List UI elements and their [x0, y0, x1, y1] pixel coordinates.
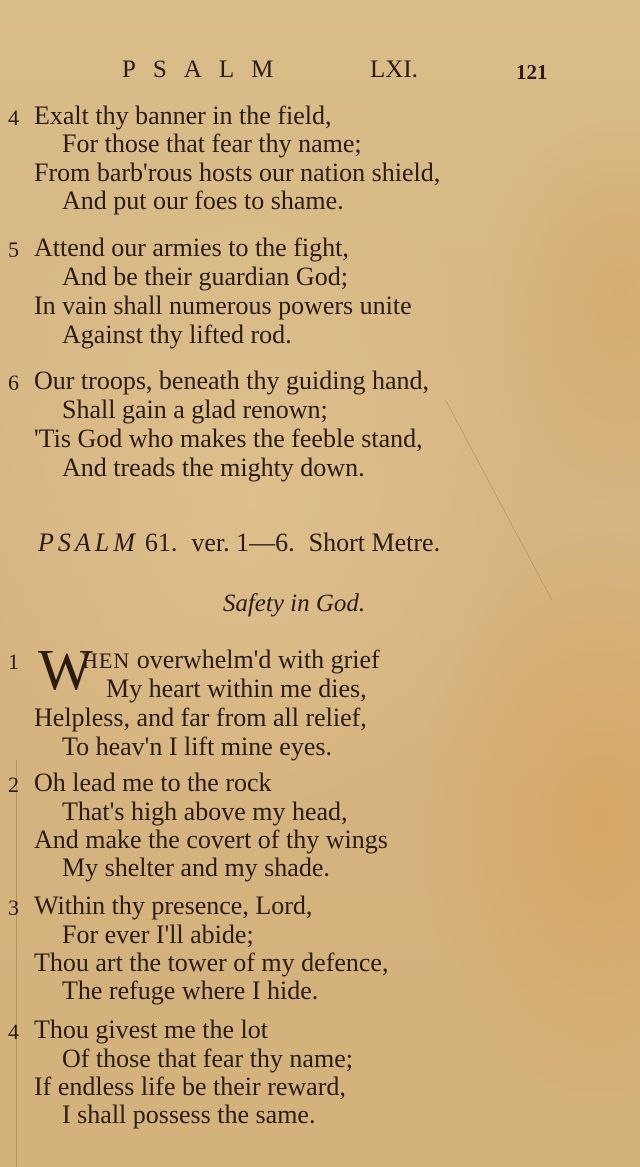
verse-line: [82, 645, 380, 676]
verse-line: Thou givest me the lot: [34, 1015, 268, 1044]
verse-number: 3: [8, 895, 19, 920]
verse-line: Of those that fear thy name;: [62, 1044, 353, 1073]
verse-line: My heart within me dies,: [106, 674, 367, 703]
verse-line: And make the covert of thy wings: [34, 825, 388, 854]
verse-line: My shelter and my shade.: [62, 853, 330, 882]
verse-line: Shall gain a glad renown;: [62, 395, 328, 424]
verse-number: 1: [8, 649, 19, 674]
verse-line: Exalt thy banner in the field,: [34, 101, 332, 130]
running-title: PSALM: [122, 56, 291, 83]
metre-label: Short Metre.: [308, 528, 441, 557]
verse-line: Helpless, and far from all relief,: [34, 703, 367, 732]
verse-number: 2: [8, 772, 19, 797]
psalm-number: 61.: [144, 528, 178, 557]
verse-line: That's high above my head,: [62, 797, 348, 826]
verse-line: If endless life be their reward,: [34, 1072, 346, 1101]
running-head: [0, 56, 640, 86]
verse-line: Attend our armies to the fight,: [34, 233, 349, 262]
page-number: 121: [516, 60, 548, 84]
verse-line: Thou art the tower of my defence,: [34, 948, 389, 977]
verse-line: Our troops, beneath thy guiding hand,: [34, 366, 429, 395]
verse-line: And treads the mighty down.: [62, 453, 365, 482]
verse-line: And be their guardian God;: [62, 262, 348, 291]
verse-line: From barb'rous hosts our nation shield,: [34, 158, 441, 187]
verse-line: For ever I'll abide;: [62, 920, 254, 949]
verse-line: The refuge where I hide.: [62, 976, 319, 1005]
subtitle-text: Safety in God.: [222, 590, 366, 617]
verse-number: 5: [8, 237, 19, 262]
verse-line: And put our foes to shame.: [62, 186, 344, 215]
first-line-tail: overwhelm'd with grief: [136, 645, 380, 674]
running-numeral: LXI.: [370, 56, 418, 83]
verse-line: Oh lead me to the rock: [34, 768, 272, 797]
paper-crease: [445, 400, 640, 600]
psalm-section-heading: [38, 528, 440, 558]
verse-line: In vain shall numerous powers unite: [34, 291, 412, 320]
verse-number: 4: [8, 105, 19, 130]
small-caps-word: HEN: [82, 648, 131, 673]
verse-range: ver. 1—6.: [191, 528, 295, 557]
verse-number: 4: [8, 1019, 19, 1044]
verse-line: For those that fear thy name;: [62, 129, 362, 158]
gutter-line: [16, 760, 17, 1167]
verse-line: 'Tis God who makes the feeble stand,: [34, 424, 423, 453]
section-subtitle: [0, 590, 640, 618]
drop-cap: W: [38, 637, 93, 702]
psalm-label: PSALM: [38, 528, 139, 557]
verse-number: 6: [8, 370, 19, 395]
verse-line: Within thy presence, Lord,: [34, 891, 313, 920]
verse-line: Against thy lifted rod.: [62, 320, 292, 349]
verse-line: To heav'n I lift mine eyes.: [62, 732, 333, 761]
verse-line: I shall possess the same.: [62, 1100, 316, 1129]
